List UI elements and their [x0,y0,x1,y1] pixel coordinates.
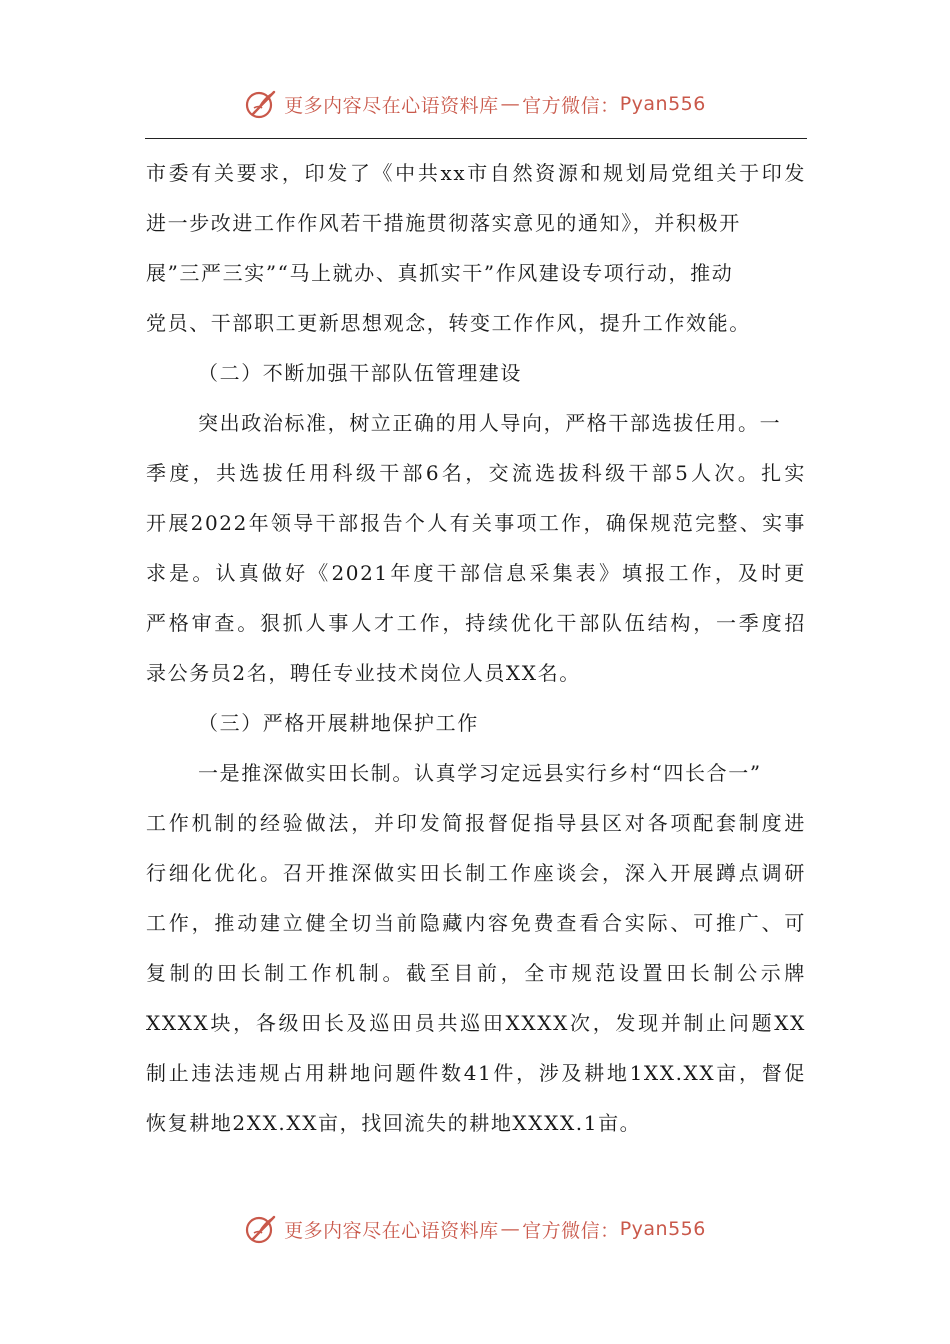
body-line: 录公务员2名，聘任专业技术岗位人员XX名。 [146,661,581,685]
watermark-text: 更多内容尽在心语资料库 [284,94,499,117]
document-body [146,148,806,1148]
body-line: 工作，推动建立健全切当前隐藏内容免费查看合实际、可推广、可 [146,911,806,935]
body-line: 严格审查。狠抓人事人才工作，持续优化干部队伍结构，一季度招 [146,611,806,635]
body-line: 复制的田长制工作机制。截至目前，全市规范设置田长制公示牌 [146,961,806,985]
feather-pen-logo-icon [244,1211,280,1247]
watermark-wechat-id: Pyan556 [619,1218,706,1240]
body-line: 恢复耕地2XX.XX亩，找回流失的耕地XXXX.1亩。 [146,1111,642,1135]
watermark-dash: — [500,93,521,115]
footer-watermark [0,1209,950,1249]
watermark-official: 官方微信： [522,94,620,117]
section-heading: （二）不断加强干部队伍管理建设 [198,361,522,385]
header-watermark [0,84,950,124]
body-line: 工作机制的经验做法，并印发简报督促指导县区对各项配套制度进 [146,811,806,835]
body-line: 求是。认真做好《2021年度干部信息采集表》填报工作，及时更 [146,561,806,585]
body-line: 一是推深做实田长制。认真学习定远县实行乡村“四长合一” [198,761,762,785]
body-line: 制止违法违规占用耕地问题件数41件，涉及耕地1XX.XX亩，督促 [146,1061,806,1085]
body-line: 行细化优化。召开推深做实田长制工作座谈会，深入开展蹲点调研 [146,861,806,885]
header-divider [145,138,807,139]
feather-pen-logo-icon [244,86,280,122]
body-line: 季度，共选拔任用科级干部6名，交流选拔科级干部5人次。扎实 [146,461,806,485]
watermark-dash: — [500,1218,521,1240]
body-line: 党员、干部职工更新思想观念，转变工作作风，提升工作效能。 [146,311,751,335]
body-line: XXXX块，各级田长及巡田员共巡田XXXX次，发现并制止问题XX [146,1011,806,1035]
body-line: 进一步改进工作作风若干措施贯彻落实意见的通知》，并积极开 [146,211,741,235]
section-heading: （三）严格开展耕地保护工作 [198,711,479,735]
body-line: 展”三严三实”“马上就办、真抓实干”作风建设专项行动，推动 [146,261,734,285]
watermark-wechat-id: Pyan556 [619,93,706,115]
watermark-text: 更多内容尽在心语资料库 [284,1219,499,1242]
watermark-official: 官方微信： [522,1219,620,1242]
body-line: 突出政治标准，树立正确的用人导向，严格干部选拔任用。一 [198,411,782,435]
body-line: 开展2022年领导干部报告个人有关事项工作，确保规范完整、实事 [146,511,806,535]
body-line: 市委有关要求，印发了《中共xx市自然资源和规划局党组关于印发 [146,161,806,185]
